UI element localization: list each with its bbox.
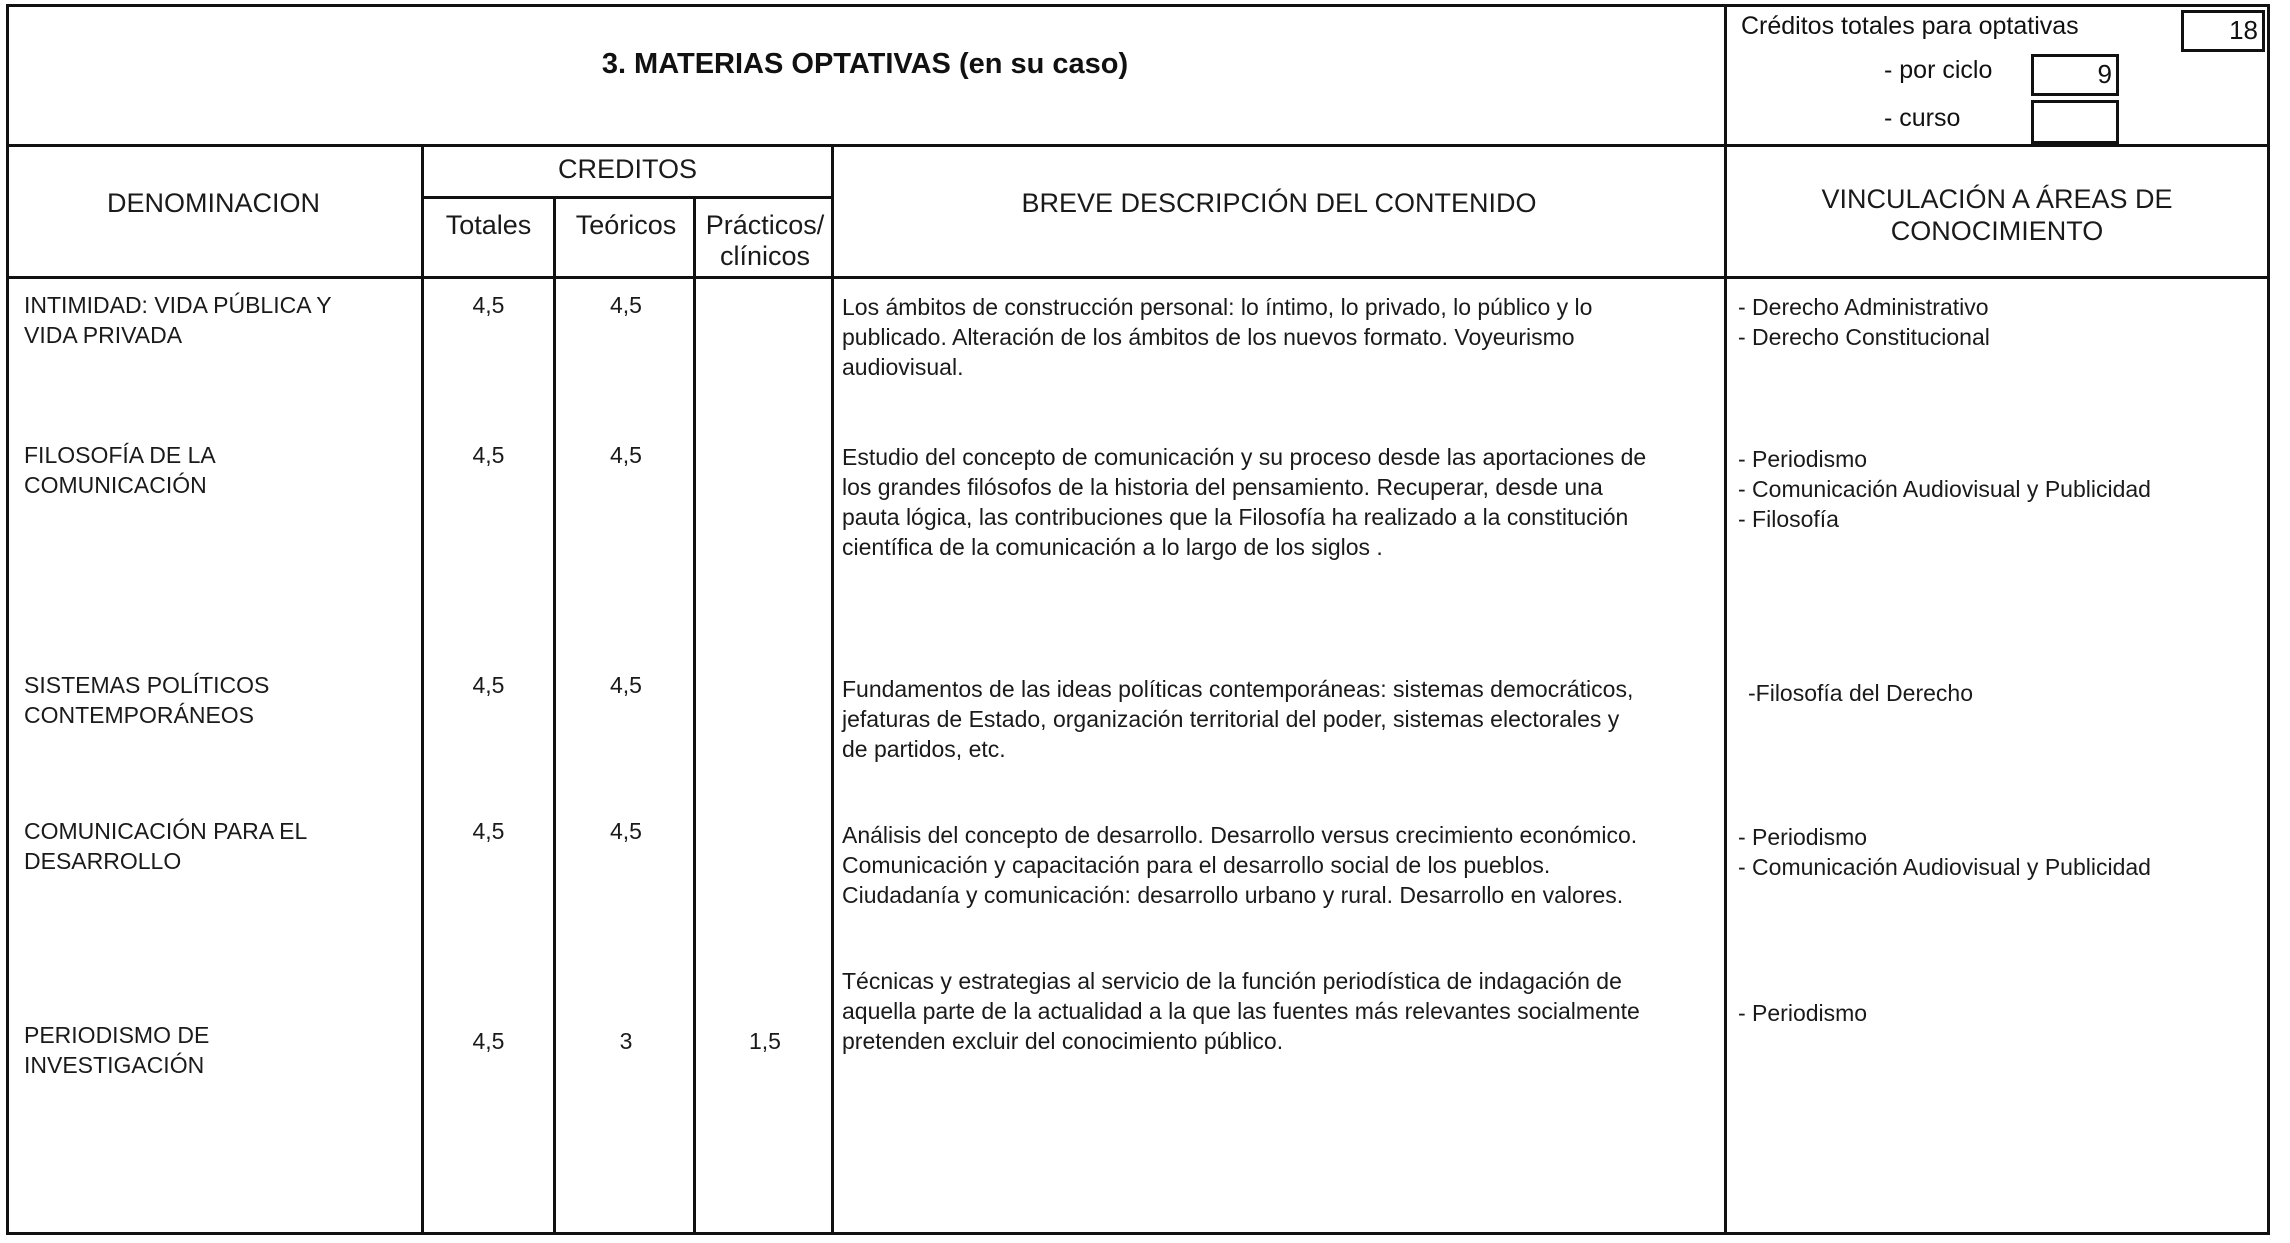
row-teoricos: 3 <box>619 1028 633 1054</box>
row-teoricos: 4,5 <box>610 442 642 468</box>
bottom-border <box>6 1232 2270 1235</box>
right-border <box>2267 4 2270 1235</box>
row-totales: 4,5 <box>472 672 505 698</box>
row-totales: 4,5 <box>472 818 505 844</box>
col-header-practicos-2: clínicos <box>719 241 811 271</box>
por-ciclo-field[interactable]: 9 <box>2031 54 2119 96</box>
row-totales: 4,5 <box>472 292 505 318</box>
row-name: SISTEMAS POLÍTICOS CONTEMPORÁNEOS <box>24 672 270 728</box>
top-border <box>6 4 2270 7</box>
row-description: Análisis del concepto de desarrollo. Desarrollo versus crecimiento económico. Comunicación y capacitación para el desarrollo social de los pueblos. Ciudadanía y comunicación: desarrollo urbano y rural. Desarrollo en valores. <box>842 822 1638 908</box>
row-name: COMUNICACIÓN PARA EL DESARROLLO <box>24 818 308 874</box>
row-name: PERIODISMO DE INVESTIGACIÓN <box>24 1022 210 1078</box>
creditos-totales-field[interactable]: 18 <box>2181 10 2265 52</box>
creditos-sub-border <box>421 196 834 199</box>
col-header-vinculacion-2: CONOCIMIENTO <box>1890 216 2104 246</box>
curso-label: - curso <box>1884 104 1961 132</box>
header-bottom-border <box>6 144 2270 147</box>
col-header-teoricos: Teóricos <box>575 210 677 240</box>
row-totales: 4,5 <box>472 442 505 468</box>
row-areas: - Periodismo <box>1738 1000 1868 1026</box>
col-sep-practicos <box>831 144 834 1235</box>
row-totales: 4,5 <box>472 1028 505 1054</box>
creditos-totales-label: Créditos totales para optativas <box>1741 12 2079 40</box>
row-name: INTIMIDAD: VIDA PÚBLICA Y VIDA PRIVADA <box>24 292 332 348</box>
col-header-vinculacion-1: VINCULACIÓN A ÁREAS DE <box>1821 184 2173 214</box>
row-teoricos: 4,5 <box>610 292 642 318</box>
col-header-descripcion: BREVE DESCRIPCIÓN DEL CONTENIDO <box>1021 188 1537 218</box>
row-description: Técnicas y estrategias al servicio de la función periodística de indagación de aquella parte de la actualidad a la que las fuentes más relevantes socialmente pretenden excluir del conocimiento público. <box>842 968 1640 1054</box>
columns-bottom-border <box>6 276 2270 279</box>
col-sep-teoricos <box>693 196 696 1235</box>
page-title: 3. MATERIAS OPTATIVAS (en su caso) <box>601 48 1129 80</box>
row-areas: - Periodismo - Comunicación Audiovisual y Publicidad - Filosofía <box>1738 446 2151 532</box>
row-areas: - Periodismo - Comunicación Audiovisual y Publicidad <box>1738 824 2151 880</box>
col-header-denominacion: DENOMINACION <box>106 188 320 218</box>
form-document <box>6 4 2270 1236</box>
col-header-practicos-1: Prácticos/ <box>705 210 825 240</box>
col-sep-totales <box>553 196 556 1235</box>
row-teoricos: 4,5 <box>610 672 642 698</box>
col-header-totales: Totales <box>445 210 532 240</box>
row-teoricos: 4,5 <box>610 818 642 844</box>
row-description: Fundamentos de las ideas políticas contemporáneas: sistemas democráticos, jefaturas de Estado, organización territorial del poder, sistemas electorales y de partidos, etc. <box>842 676 1634 762</box>
row-description: Los ámbitos de construcción personal: lo íntimo, lo privado, lo público y lo publicado. Alteración de los ámbitos de los nuevos formato. Voyeurismo audiovisual. <box>842 294 1593 380</box>
row-areas: -Filosofía del Derecho <box>1748 680 1973 706</box>
col-header-creditos: CREDITOS <box>557 154 698 184</box>
row-description: Estudio del concepto de comunicación y su proceso desde las aportaciones de los grandes filósofos de la historia del pensamiento. Recuperar, desde una pauta lógica, las contribuciones que la Filosofía ha realizado a la constitución científica de la comunicación a lo largo de los siglos . <box>842 444 1647 560</box>
row-practicos: 1,5 <box>749 1028 781 1054</box>
row-areas: - Derecho Administrativo - Derecho Constitucional <box>1738 294 1990 350</box>
curso-field[interactable] <box>2031 100 2119 144</box>
row-name: FILOSOFÍA DE LA COMUNICACIÓN <box>24 442 216 498</box>
por-ciclo-label: - por ciclo <box>1884 56 1993 84</box>
